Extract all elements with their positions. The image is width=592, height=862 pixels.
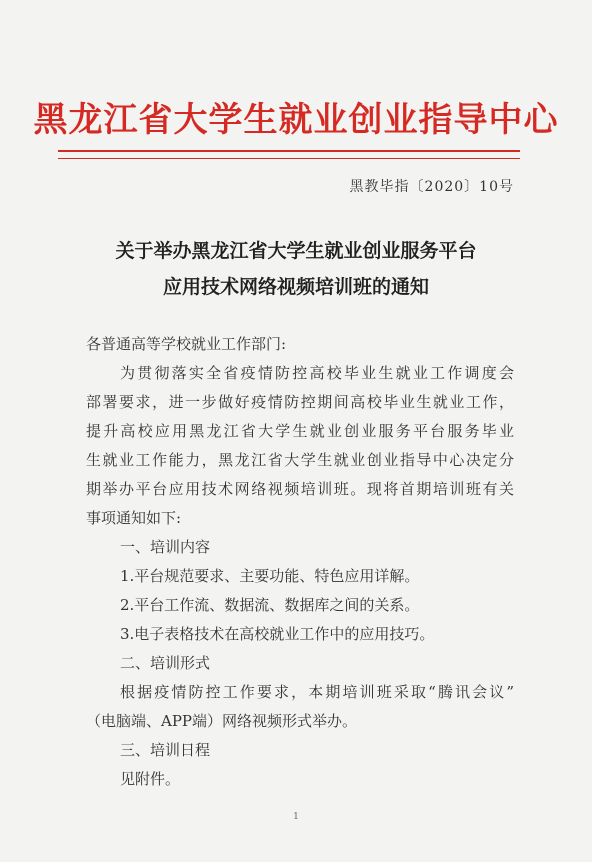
paragraph-line: 事项通知如下:	[86, 509, 182, 527]
paragraph-line: 为贯彻落实全省疫情防控高校毕业生就业工作调度会	[120, 364, 514, 382]
notice-title-line-1: 关于举办黑龙江省大学生就业创业服务平台	[115, 240, 477, 262]
list-item: 3.电子表格技术在高校就业工作中的应用技巧。	[120, 625, 435, 643]
paragraph-line: （电脑端、APP端）网络视频形式举办。	[86, 712, 358, 730]
section-heading-training-format: 二、培训形式	[120, 654, 211, 672]
paragraph-line: 提升高校应用黑龙江省大学生就业创业服务平台服务毕业	[86, 422, 514, 440]
section-heading-training-schedule: 三、培训日程	[120, 741, 211, 759]
document-number: 黑教毕指〔2020〕10号	[349, 179, 514, 195]
section-heading-training-content: 一、培训内容	[120, 538, 211, 556]
notice-body	[86, 330, 514, 794]
notice-title-line-2: 应用技术网络视频培训班的通知	[162, 276, 429, 298]
letterhead-rule-thin	[58, 158, 520, 159]
paragraph-line: 期举办平台应用技术网络视频培训班。现将首期培训班有关	[86, 480, 514, 498]
paragraph-line: 见附件。	[120, 770, 181, 788]
list-item: 2.平台工作流、数据流、数据库之间的关系。	[120, 596, 420, 614]
list-item: 1.平台规范要求、主要功能、特色应用详解。	[120, 567, 420, 585]
paragraph-line: 生就业工作能力，黑龙江省大学生就业创业指导中心决定分	[86, 451, 514, 469]
paragraph-line: 根据疫情防控工作要求，本期培训班采取“腾讯会议”	[120, 683, 514, 701]
salutation: 各普通高等学校就业工作部门:	[86, 335, 287, 353]
letterhead-rule-thick	[58, 150, 520, 152]
page-number: 1	[293, 812, 299, 822]
paragraph-line: 部署要求，进一步做好疫情防控期间高校毕业生就业工作，	[86, 393, 514, 411]
org-letterhead-title: 黑龙江省大学生就业创业指导中心	[33, 100, 559, 140]
